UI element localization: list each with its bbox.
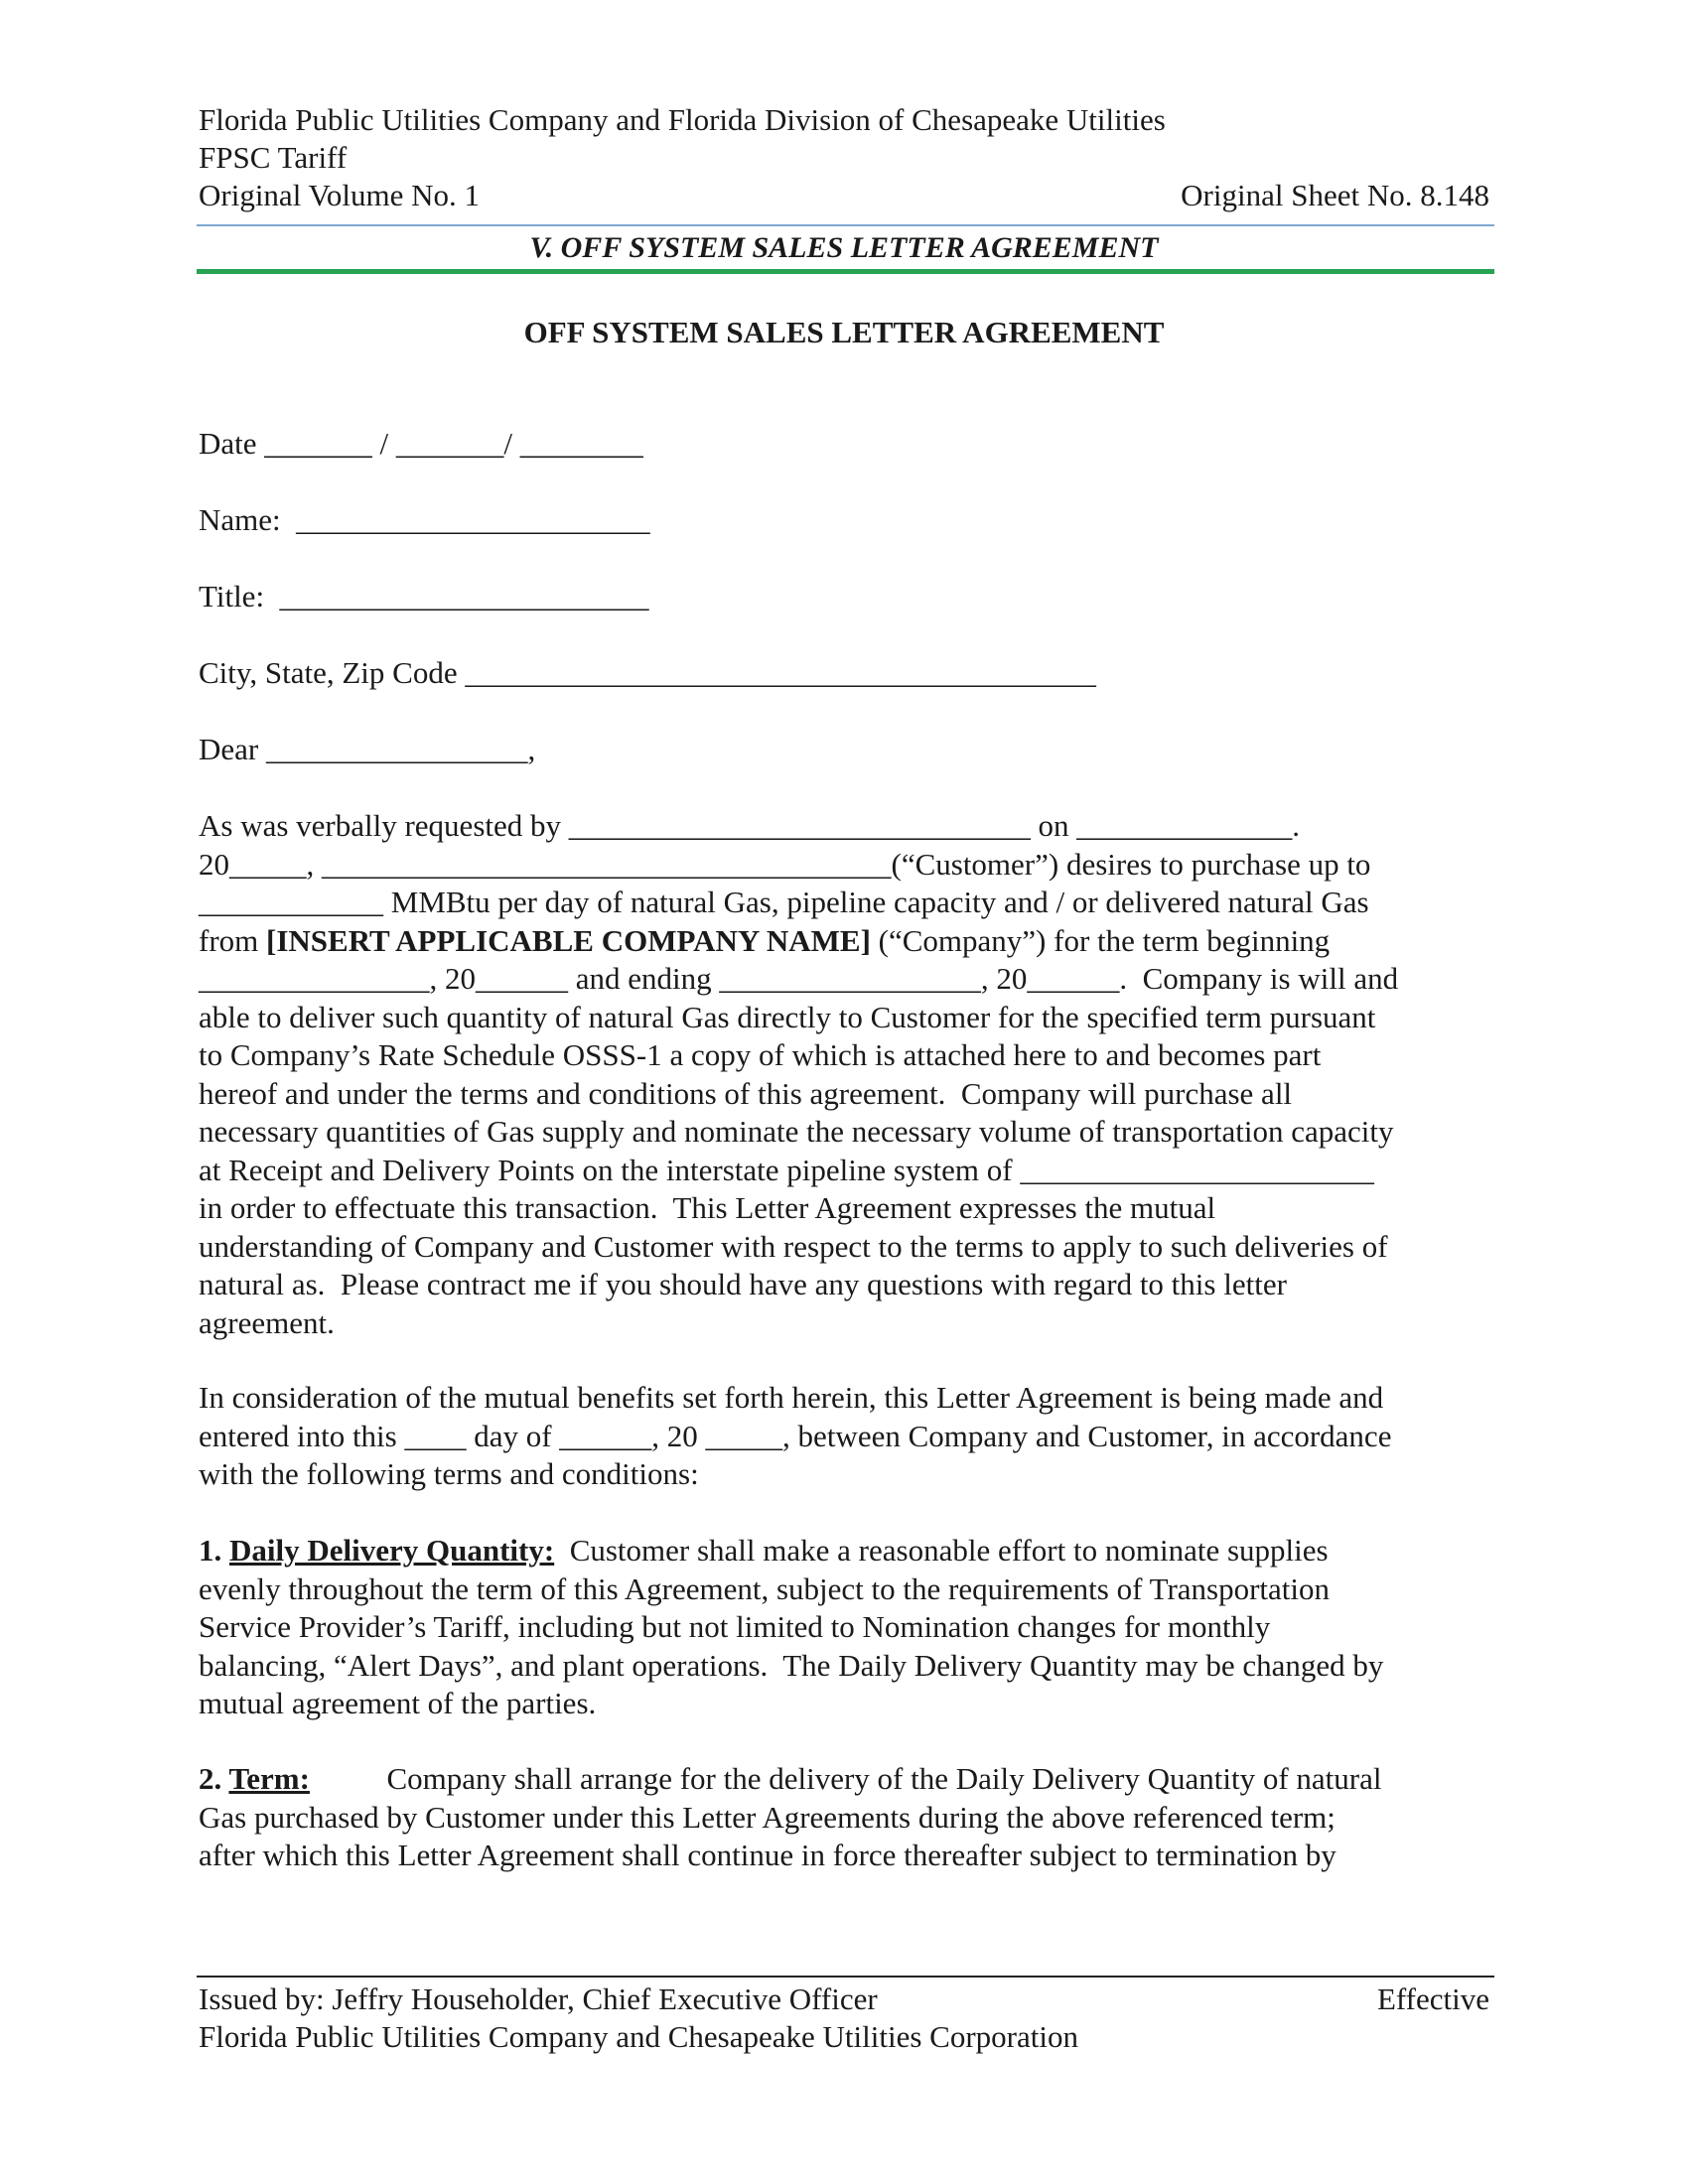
item-heading: Daily Delivery Quantity: xyxy=(229,1533,555,1568)
header-company-line: Florida Public Utilities Company and Florida Division of Chesapeake Utilities xyxy=(199,102,1166,137)
item-number: 2. xyxy=(199,1761,229,1796)
paragraph-line: natural as. Please contract me if you should have any questions with regard to this letter xyxy=(199,1267,1287,1301)
page-header xyxy=(199,101,1489,214)
from-text: from xyxy=(199,922,267,958)
footer-divider xyxy=(197,1976,1494,1978)
document-title: OFF SYSTEM SALES LETTER AGREEMENT xyxy=(523,315,1165,349)
company-name-placeholder: [INSERT APPLICABLE COMPANY NAME] xyxy=(266,922,871,958)
header-volume-row xyxy=(199,177,1489,214)
footer-issued-by: Issued by: Jeffry Householder, Chief Executive Officer xyxy=(199,1981,878,2016)
paragraph-line: with the following terms and conditions: xyxy=(199,1456,699,1491)
paragraph-line: necessary quantities of Gas supply and nominate the necessary volume of transportation capacity xyxy=(199,1114,1394,1149)
paragraph-line: hereof and under the terms and conditions of this agreement. Company will purchase all xyxy=(199,1075,1293,1111)
paragraph-line: mutual agreement of the parties. xyxy=(199,1686,597,1720)
paragraph-line xyxy=(199,1532,1499,1570)
paragraph-line: Service Provider’s Tariff, including but not limited to Nomination changes for monthly xyxy=(199,1609,1271,1644)
date-field: Date _______ / _______/ ________ xyxy=(199,426,643,461)
paragraph-line: after which this Letter Agreement shall continue in force thereafter subject to termination by xyxy=(199,1838,1336,1872)
paragraph-line xyxy=(199,922,1499,961)
paragraph-line: _______________, 20______ and ending _________________, 20______. Company is will and xyxy=(199,961,1399,996)
paragraph-line: In consideration of the mutual benefits set forth herein, this Letter Agreement is being made and xyxy=(199,1380,1384,1415)
footer-effective: Effective xyxy=(1376,1981,1489,2016)
paragraph-line: to Company’s Rate Schedule OSSS-1 a copy of which is attached here to and becomes part xyxy=(199,1037,1322,1072)
title-field: Title: ________________________ xyxy=(199,579,649,614)
paragraph-line: entered into this ____ day of ______, 20 _____, between Company and Customer, in accordance xyxy=(199,1418,1392,1453)
paragraph-line: able to deliver such quantity of natural Gas directly to Customer for the specified term pursuant xyxy=(199,999,1376,1034)
paragraph-line: at Receipt and Delivery Points on the interstate pipeline system of _______________________ xyxy=(199,1152,1374,1187)
paragraph-line: Gas purchased by Customer under this Letter Agreements during the above referenced term; xyxy=(199,1799,1336,1835)
paragraph-line: understanding of Company and Customer with respect to the terms to apply to such deliveries of xyxy=(199,1228,1388,1264)
daily-delivery-quantity-section xyxy=(199,1532,1499,1723)
request-paragraph xyxy=(199,807,1499,1342)
footer-company: Florida Public Utilities Company and Chesapeake Utilities Corporation xyxy=(199,2019,1078,2054)
paragraph-line: As was verbally requested by ______________________________ on ______________. xyxy=(199,808,1301,843)
term-section xyxy=(199,1760,1499,1875)
paragraph-line: agreement. xyxy=(199,1304,335,1340)
header-sheet-number: Original Sheet No. 8.148 xyxy=(1181,178,1489,212)
paragraph-line-tail: Customer shall make a reasonable effort to nominate supplies xyxy=(554,1533,1329,1568)
paragraph-line: evenly throughout the term of this Agreement, subject to the requirements of Transportation xyxy=(199,1570,1331,1606)
header-divider-green xyxy=(197,269,1494,274)
header-divider-blue xyxy=(197,224,1494,226)
consideration-paragraph xyxy=(199,1379,1499,1494)
city-state-zip-field: City, State, Zip Code _________________________________________ xyxy=(199,655,1096,690)
paragraph-line: ____________ MMBtu per day of natural Gas, pipeline capacity and / or delivered natural Gas xyxy=(199,885,1369,919)
paragraph-line: 20_____, _____________________________________(“Customer”) desires to purchase up to xyxy=(199,846,1371,882)
header-volume: Original Volume No. 1 xyxy=(199,178,481,212)
paragraph-line: balancing, “Alert Days”, and plant operations. The Daily Delivery Quantity may be changed by xyxy=(199,1647,1384,1683)
header-tariff-line: FPSC Tariff xyxy=(199,140,348,175)
name-field: Name: _______________________ xyxy=(199,502,650,537)
salutation-field: Dear _________________, xyxy=(199,732,536,766)
page-footer xyxy=(199,1980,1489,2056)
paragraph-line xyxy=(199,1760,1499,1799)
paragraph-line-tail: (“Company”) for the term beginning xyxy=(878,922,1331,958)
paragraph-line-tail: Company shall arrange for the delivery of the Daily Delivery Quantity of natural xyxy=(309,1761,1382,1796)
section-title: V. OFF SYSTEM SALES LETTER AGREEMENT xyxy=(529,231,1159,264)
footer-issued-row xyxy=(199,1980,1489,2018)
item-heading: Term: xyxy=(228,1761,310,1796)
item-number: 1. xyxy=(199,1533,229,1568)
paragraph-line: in order to effectuate this transaction. This Letter Agreement expresses the mutual xyxy=(199,1190,1216,1225)
